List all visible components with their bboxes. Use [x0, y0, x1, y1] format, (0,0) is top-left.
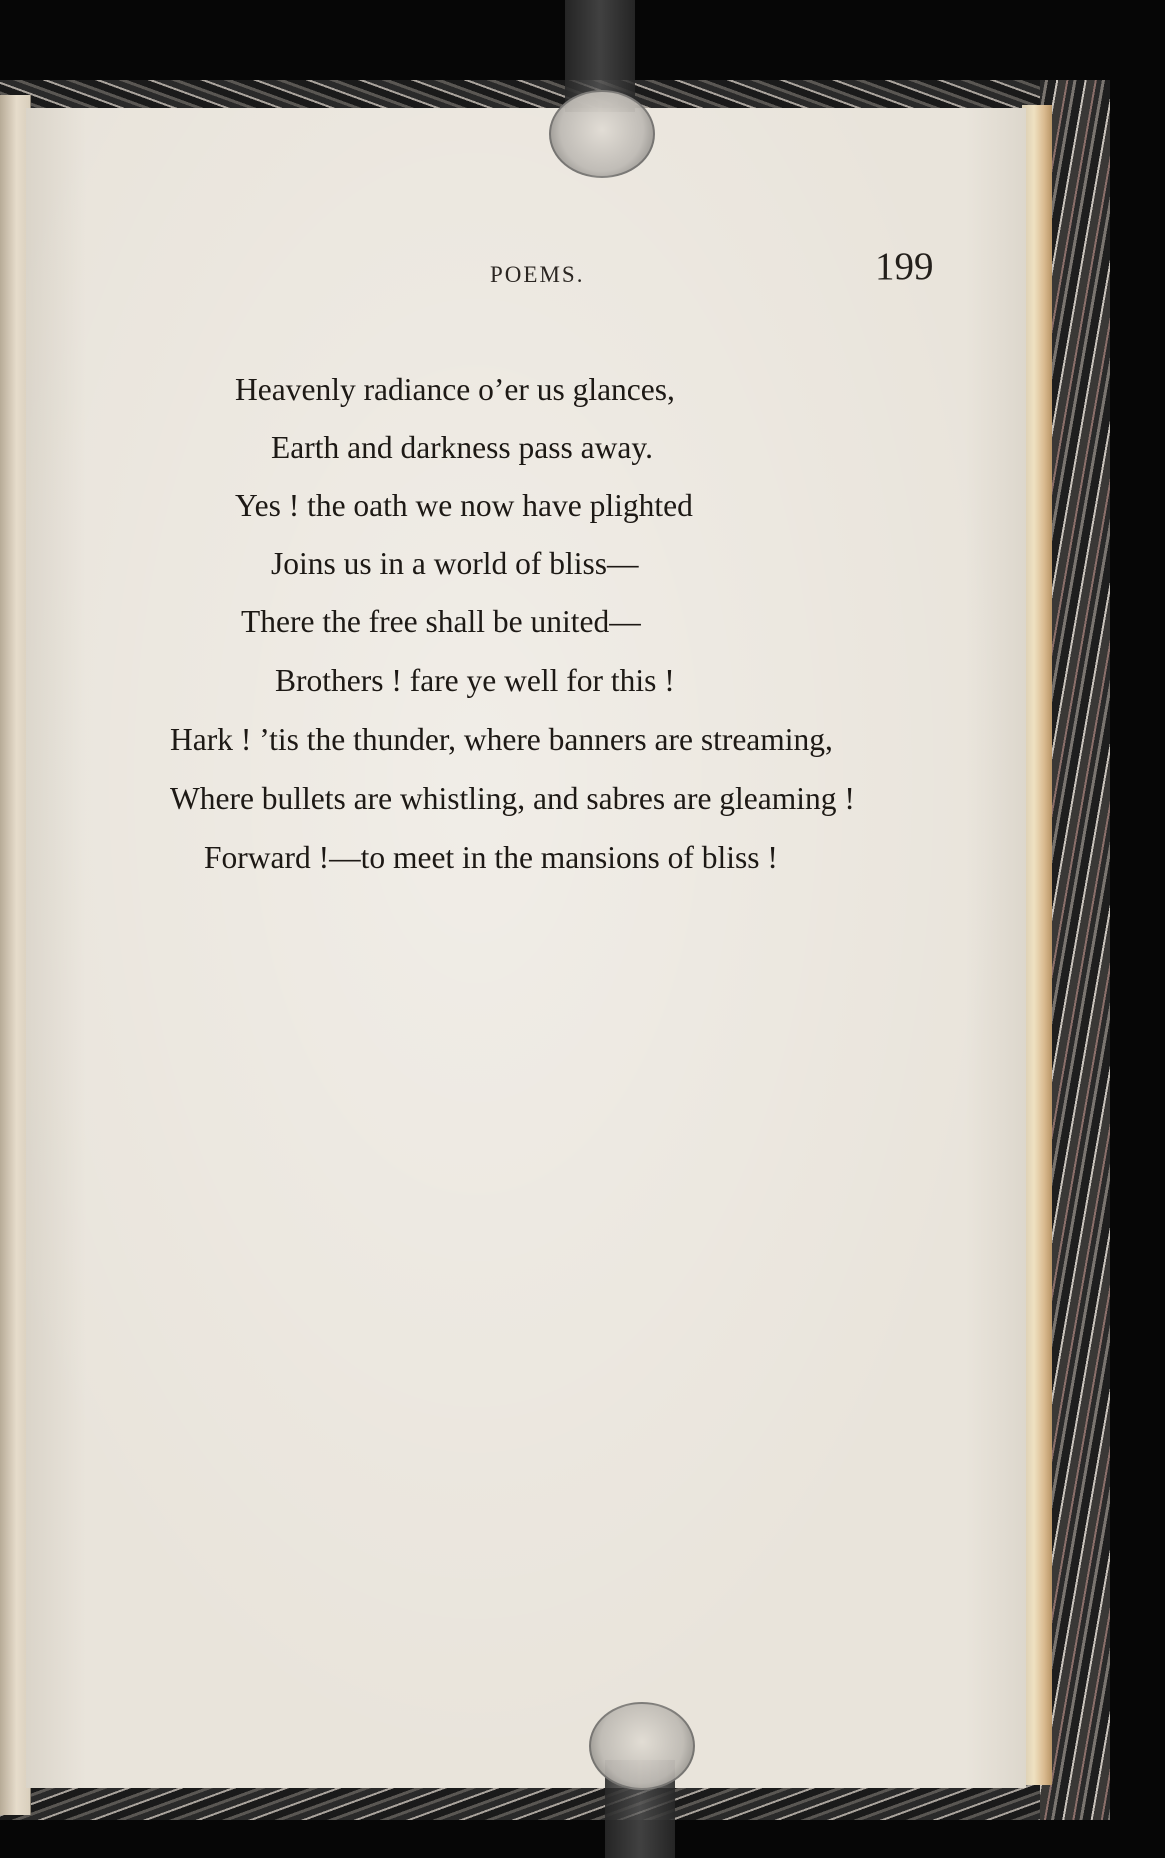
poem-line: Yes ! the oath we now have plighted	[235, 488, 693, 523]
page-fore-edge	[1022, 105, 1052, 1785]
page-number: 199	[875, 245, 934, 288]
poem-line: Where bullets are whistling, and sabres are gleaming !	[170, 781, 855, 816]
poem-line: Joins us in a world of bliss—	[271, 546, 639, 581]
poem-line: There the free shall be united—	[241, 604, 641, 639]
poem-line: Hark ! ’tis the thunder, where banners are streaming,	[170, 722, 833, 757]
poem-line: Earth and darkness pass away.	[271, 430, 653, 465]
poem-line: Brothers ! fare ye well for this !	[275, 663, 675, 698]
poem-line: Heavenly radiance o’er us glances,	[235, 372, 675, 407]
poem-line: Forward !—to meet in the mansions of bliss !	[204, 840, 778, 875]
glass-clip-top-icon	[549, 90, 655, 178]
glass-clip-bottom-icon	[589, 1702, 695, 1790]
book-page	[26, 108, 1026, 1788]
running-header: POEMS.	[490, 262, 585, 287]
